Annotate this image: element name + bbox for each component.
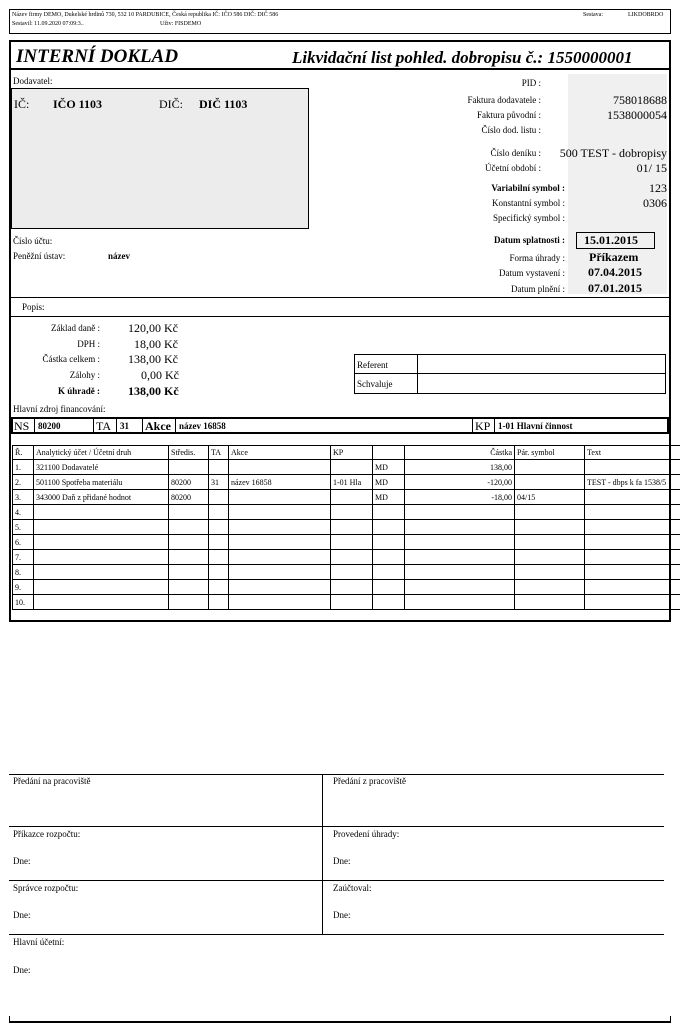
cell-amount <box>405 520 515 535</box>
cell-side: MD <box>373 475 405 490</box>
funding-sep-6 <box>472 417 473 434</box>
cell-akce <box>229 580 331 595</box>
vat-label: DPH : <box>77 339 100 349</box>
col-header-akce: Akce <box>229 446 331 460</box>
cell-kp: 1-01 Hla <box>331 475 373 490</box>
cell-center <box>169 505 209 520</box>
cell-account <box>34 505 169 520</box>
ta-label: TA <box>96 419 112 433</box>
cell-pair-symbol <box>515 535 585 550</box>
due-label: Datum splatnosti : <box>493 235 565 245</box>
cell-account: 343000 Daň z přidané hodnot <box>34 490 169 505</box>
kp-label: KP <box>475 419 491 433</box>
cell-row-no: 7. <box>13 550 34 565</box>
cell-akce: název 16858 <box>229 475 331 490</box>
user-line: Uživ: FISDEMO <box>160 21 202 27</box>
cell-center <box>169 595 209 610</box>
sig-divider <box>322 774 323 934</box>
cell-row-no: 4. <box>13 505 34 520</box>
cell-ta: 31 <box>209 475 229 490</box>
cell-akce <box>229 595 331 610</box>
table-row <box>13 505 680 520</box>
cell-kp <box>331 490 373 505</box>
total-label: Částka celkem : <box>42 354 100 364</box>
funding-sep-3 <box>116 417 117 434</box>
budget-order-label: Příkazce rozpočtu: <box>13 829 81 839</box>
table-row <box>13 595 680 610</box>
cell-text <box>585 595 680 610</box>
cell-account <box>34 595 169 610</box>
cell-amount <box>405 505 515 520</box>
report-label: Sestava: <box>583 12 603 18</box>
col-header-text: Text <box>585 446 680 460</box>
cell-amount: -120,00 <box>405 475 515 490</box>
chief-accountant-date: Dne: <box>13 965 31 975</box>
cell-side <box>373 505 405 520</box>
bottom-rule-right-tick <box>670 1016 671 1023</box>
cell-kp <box>331 460 373 475</box>
cell-kp <box>331 520 373 535</box>
cell-row-no: 1. <box>13 460 34 475</box>
table-row <box>13 580 680 595</box>
ks-value: 0306 <box>643 196 667 210</box>
advance-label: Zálohy : <box>69 370 100 380</box>
cell-row-no: 9. <box>13 580 34 595</box>
cell-kp <box>331 580 373 595</box>
col-header-account: Analytický účet / Účetní druh <box>34 446 169 460</box>
cell-account <box>34 550 169 565</box>
vat-value: 18,00 Kč <box>134 337 178 351</box>
cell-amount: -18,00 <box>405 490 515 505</box>
cell-center <box>169 535 209 550</box>
advance-value: 0,00 Kč <box>141 368 179 382</box>
chief-accountant-label: Hlavní účetní: <box>13 937 65 947</box>
approve-label: Schvaluje <box>357 379 393 389</box>
journal-label: Číslo deníku : <box>490 148 541 158</box>
cell-side <box>373 565 405 580</box>
cell-text <box>585 550 680 565</box>
budget-admin-label: Správce rozpočtu: <box>13 883 79 893</box>
cell-center: 80200 <box>169 475 209 490</box>
cell-kp <box>331 550 373 565</box>
bank-value: název <box>108 251 130 261</box>
fulfil-value: 07.01.2015 <box>588 281 642 295</box>
cell-pair-symbol <box>515 475 585 490</box>
cell-akce <box>229 520 331 535</box>
base-value: 120,00 Kč <box>128 321 178 335</box>
cell-side <box>373 595 405 610</box>
col-header-ta: TA <box>209 446 229 460</box>
col-header-center: Středis. <box>169 446 209 460</box>
cell-row-no: 6. <box>13 535 34 550</box>
kp-value: 1-01 Hlavní činnost <box>498 421 573 431</box>
approval-col-divider <box>417 354 418 394</box>
issue-label: Datum vystavení : <box>499 268 565 278</box>
cell-pair-symbol <box>515 565 585 580</box>
cell-pair-symbol <box>515 595 585 610</box>
referent-label: Referent <box>357 360 388 370</box>
total-value: 138,00 Kč <box>128 352 178 366</box>
bottom-rule <box>9 1021 671 1023</box>
cell-kp <box>331 595 373 610</box>
ic-label: IČ: <box>14 97 30 111</box>
invoice-original-value: 1538000054 <box>607 108 667 122</box>
ss-label: Specifický symbol : <box>493 213 565 223</box>
vs-label: Variabilní symbol : <box>491 183 565 193</box>
cell-side <box>373 535 405 550</box>
cell-amount <box>405 550 515 565</box>
cell-text <box>585 520 680 535</box>
cell-kp <box>331 535 373 550</box>
cell-akce <box>229 535 331 550</box>
akce-label: Akce <box>145 419 171 433</box>
cell-center <box>169 550 209 565</box>
cell-pair-symbol <box>515 505 585 520</box>
booked-label: Zaúčtoval: <box>333 883 372 893</box>
funding-sep-1 <box>34 417 35 434</box>
cell-ta <box>209 565 229 580</box>
cell-row-no: 3. <box>13 490 34 505</box>
cell-account <box>34 535 169 550</box>
cell-akce <box>229 550 331 565</box>
period-label: Účetní období : <box>485 163 541 173</box>
report-code: LIKDOBRDO <box>628 12 664 18</box>
cell-amount <box>405 580 515 595</box>
cell-amount <box>405 595 515 610</box>
bank-label: Peněžní ústav: <box>13 251 66 261</box>
vs-value: 123 <box>649 181 667 195</box>
col-header-pair-symbol: Pár. symbol <box>515 446 585 460</box>
sig-line-2 <box>9 826 664 827</box>
cell-text <box>585 505 680 520</box>
cell-side: MD <box>373 490 405 505</box>
cell-ta <box>209 550 229 565</box>
table-row <box>13 460 680 475</box>
period-value: 01/ 15 <box>636 161 667 175</box>
table-row <box>13 475 680 490</box>
funding-sep-7 <box>494 417 495 434</box>
cell-text: TEST - dbps k fa 1538/5 <box>585 475 680 490</box>
cell-center <box>169 460 209 475</box>
cell-account <box>34 580 169 595</box>
cell-center <box>169 520 209 535</box>
journal-value: 500 TEST - dobropisy <box>559 146 667 160</box>
table-row <box>13 490 680 505</box>
cell-row-no: 5. <box>13 520 34 535</box>
funding-sep-2 <box>93 417 94 434</box>
payment-done-label: Provedení úhrady: <box>333 829 400 839</box>
budget-order-date: Dne: <box>13 856 31 866</box>
ns-label: NS <box>14 419 30 433</box>
cell-ta <box>209 595 229 610</box>
cell-akce <box>229 565 331 580</box>
bottom-rule-left-tick <box>9 1016 10 1023</box>
cell-ta <box>209 490 229 505</box>
cell-text <box>585 535 680 550</box>
cell-akce <box>229 505 331 520</box>
cell-ta <box>209 520 229 535</box>
cell-side <box>373 580 405 595</box>
payment-value: Příkazem <box>589 250 639 264</box>
cell-row-no: 8. <box>13 565 34 580</box>
fulfil-label: Datum plnění : <box>511 284 565 294</box>
cell-account: 321100 Dodavatelé <box>34 460 169 475</box>
table-row <box>13 535 680 550</box>
divider-amounts <box>11 316 669 317</box>
col-header-row-no: Ř. <box>13 446 34 460</box>
approval-divider <box>354 373 666 374</box>
handover-from-label: Předání z pracoviště <box>333 776 406 786</box>
table-row <box>13 520 680 535</box>
base-label: Základ daně : <box>51 323 100 333</box>
col-header-side <box>373 446 405 460</box>
sig-line-1 <box>9 774 664 775</box>
ns-value: 80200 <box>38 421 61 431</box>
dic-value: DIČ 1103 <box>199 97 248 111</box>
approval-box <box>354 354 666 394</box>
cell-side <box>373 520 405 535</box>
col-header-kp: KP <box>331 446 373 460</box>
cell-text <box>585 460 680 475</box>
cell-text <box>585 490 680 505</box>
cell-account <box>34 520 169 535</box>
funding-source-label: Hlavní zdroj financování: <box>13 404 106 414</box>
cell-account: 501100 Spotřeba materiálu <box>34 475 169 490</box>
delivery-note-label: Číslo dod. listu : <box>481 125 541 135</box>
handover-to-label: Předání na pracoviště <box>13 776 91 786</box>
invoice-supplier-value: 758018688 <box>613 93 667 107</box>
cell-row-no: 2. <box>13 475 34 490</box>
created-line: Sestavil: 11.09.2020 07:09:3.. <box>12 21 84 27</box>
account-label: Číslo účtu: <box>13 236 53 246</box>
payment-label: Forma úhrady : <box>509 253 565 263</box>
cell-text <box>585 580 680 595</box>
cell-pair-symbol <box>515 580 585 595</box>
sig-line-4 <box>9 934 664 935</box>
cell-side: MD <box>373 460 405 475</box>
cell-row-no: 10. <box>13 595 34 610</box>
description-label: Popis: <box>22 302 45 312</box>
funding-sep-4 <box>142 417 143 434</box>
akce-value: název 16858 <box>179 421 226 431</box>
ks-label: Konstantní symbol : <box>491 198 565 208</box>
table-row <box>13 550 680 565</box>
cell-pair-symbol <box>515 460 585 475</box>
invoice-original-label: Faktura původní : <box>477 110 541 120</box>
cell-pair-symbol <box>515 550 585 565</box>
cell-pair-symbol <box>515 520 585 535</box>
supplier-label: Dodavatel: <box>13 76 53 86</box>
cell-amount <box>405 535 515 550</box>
cell-kp <box>331 505 373 520</box>
budget-admin-date: Dne: <box>13 910 31 920</box>
cell-ta <box>209 580 229 595</box>
cell-center <box>169 565 209 580</box>
col-header-amount: Částka <box>405 446 515 460</box>
invoice-supplier-label: Faktura dodavatele : <box>467 95 541 105</box>
divider-description <box>11 297 669 298</box>
cell-amount: 138,00 <box>405 460 515 475</box>
cell-center: 80200 <box>169 490 209 505</box>
company-line: Název firmy DEMO, Dukelské hrdinů 730, 532 10 PARDUBICE, Česká republika IČ: IČO 586 DIČ: DIČ 586 <box>12 12 279 18</box>
funding-sep-5 <box>175 417 176 434</box>
cell-kp <box>331 565 373 580</box>
issue-value: 07.04.2015 <box>588 265 642 279</box>
pay-value: 138,00 Kč <box>128 384 179 398</box>
cell-akce <box>229 460 331 475</box>
payment-done-date: Dne: <box>333 856 351 866</box>
accounting-table <box>12 445 680 610</box>
cell-ta <box>209 505 229 520</box>
cell-center <box>169 580 209 595</box>
cell-ta <box>209 460 229 475</box>
pid-label: PID : <box>521 78 541 88</box>
table-row <box>13 565 680 580</box>
cell-text <box>585 565 680 580</box>
cell-ta <box>209 535 229 550</box>
cell-akce <box>229 490 331 505</box>
cell-amount <box>405 565 515 580</box>
booked-date: Dne: <box>333 910 351 920</box>
cell-side <box>373 550 405 565</box>
sig-line-3 <box>9 880 664 881</box>
ic-value: IČO 1103 <box>53 97 103 111</box>
cell-pair-symbol: 04/15 <box>515 490 585 505</box>
ta-value: 31 <box>120 421 129 431</box>
table-header-row <box>13 446 680 460</box>
dic-label: DIČ: <box>159 97 183 111</box>
document-title: INTERNÍ DOKLAD <box>16 46 179 67</box>
pay-label: K úhradě : <box>57 386 100 396</box>
document-number: Likvidační list pohled. dobropisu č.: 1550000001 <box>292 48 633 67</box>
due-value: 15.01.2015 <box>584 233 638 247</box>
cell-account <box>34 565 169 580</box>
